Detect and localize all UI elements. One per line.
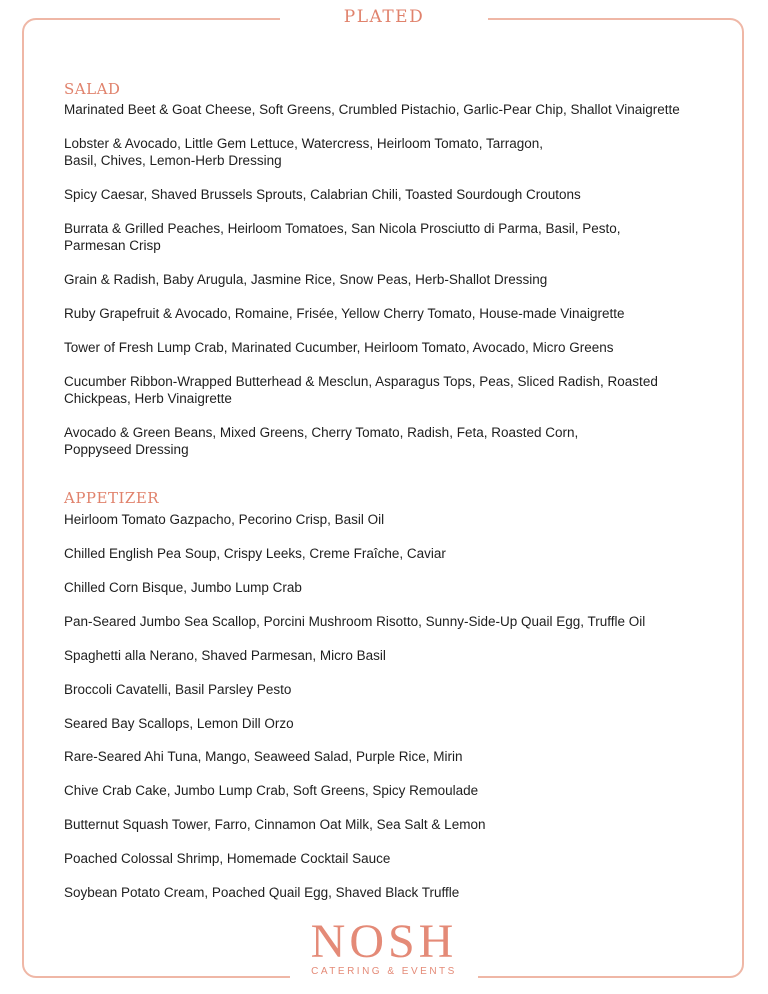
menu-item: Poached Colossal Shrimp, Homemade Cocktail Sauce: [64, 851, 391, 866]
menu-item: Chilled English Pea Soup, Crispy Leeks, Creme Fraîche, Caviar: [64, 546, 446, 561]
menu-item: Broccoli Cavatelli, Basil Parsley Pesto: [64, 682, 292, 697]
menu-item: Marinated Beet & Goat Cheese, Soft Greens, Crumbled Pistachio, Garlic-Pear Chip, Shallot Vinaigrette: [64, 102, 680, 117]
section-title-appetizer: APPETIZER: [64, 489, 160, 507]
menu-item: Avocado & Green Beans, Mixed Greens, Cherry Tomato, Radish, Feta, Roasted Corn, Poppyseed Dressing: [64, 425, 579, 457]
menu-item: Pan-Seared Jumbo Sea Scallop, Porcini Mushroom Risotto, Sunny-Side-Up Quail Egg, Truffle Oil: [64, 614, 646, 629]
menu-item: Burrata & Grilled Peaches, Heirloom Tomatoes, San Nicola Prosciutto di Parma, Basil, Pesto, Parmesan Crisp: [64, 221, 621, 253]
menu-item: Lobster & Avocado, Little Gem Lettuce, Watercress, Heirloom Tomato, Tarragon, Basil, Chives, Lemon-Herb Dressing: [64, 136, 543, 168]
menu-item: Chive Crab Cake, Jumbo Lump Crab, Soft Greens, Spicy Remoulade: [64, 783, 479, 798]
menu-item: Tower of Fresh Lump Crab, Marinated Cucumber, Heirloom Tomato, Avocado, Micro Greens: [64, 340, 614, 355]
menu-item: Spicy Caesar, Shaved Brussels Sprouts, Calabrian Chili, Toasted Sourdough Croutons: [64, 187, 581, 202]
menu-item: Chilled Corn Bisque, Jumbo Lump Crab: [64, 580, 302, 595]
menu-item: Spaghetti alla Nerano, Shaved Parmesan, Micro Basil: [64, 648, 386, 663]
page-title: PLATED: [343, 7, 425, 27]
menu-item: Butternut Squash Tower, Farro, Cinnamon Oat Milk, Sea Salt & Lemon: [64, 817, 486, 832]
menu-item: Heirloom Tomato Gazpacho, Pecorino Crisp, Basil Oil: [64, 512, 385, 527]
menu-item: Soybean Potato Cream, Poached Quail Egg, Shaved Black Truffle: [64, 885, 460, 900]
menu-item: Seared Bay Scallops, Lemon Dill Orzo: [64, 716, 294, 731]
menu-item: Grain & Radish, Baby Arugula, Jasmine Rice, Snow Peas, Herb-Shallot Dressing: [64, 272, 548, 287]
section-title-salad: SALAD: [64, 80, 121, 98]
menu-item: Cucumber Ribbon-Wrapped Butterhead & Mesclun, Asparagus Tops, Peas, Sliced Radish, Roasted Chickpeas, Herb Vinaigrette: [64, 374, 658, 406]
menu-item: Ruby Grapefruit & Avocado, Romaine, Frisée, Yellow Cherry Tomato, House-made Vinaigrette: [64, 306, 625, 321]
logo: NOSH: [310, 915, 458, 968]
menu-item: Rare-Seared Ahi Tuna, Mango, Seaweed Salad, Purple Rice, Mirin: [64, 749, 463, 764]
logo-tagline: CATERING & EVENTS: [311, 966, 457, 977]
